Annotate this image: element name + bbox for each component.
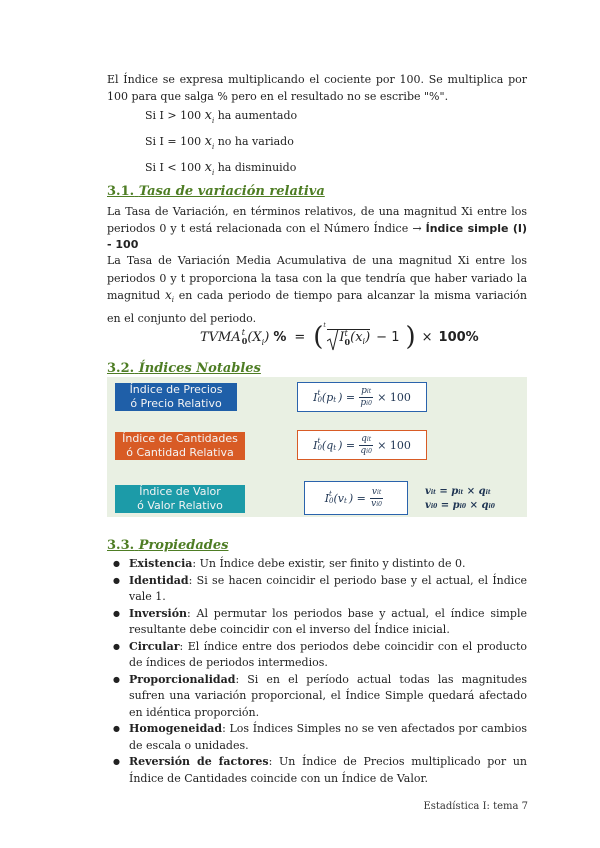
formula-sub: 0 bbox=[241, 336, 248, 346]
inner-sup: t bbox=[344, 328, 348, 338]
fn-close: ) = bbox=[348, 491, 366, 505]
fn-sup: t bbox=[329, 490, 332, 498]
properties-list bbox=[107, 556, 527, 787]
condition-decrease bbox=[145, 160, 296, 177]
num-sub: it bbox=[366, 387, 372, 395]
eq-op: × q bbox=[469, 500, 489, 511]
condition-sub: i bbox=[211, 117, 215, 125]
label-precios bbox=[115, 383, 237, 411]
property-term: Homogeneidad bbox=[129, 722, 223, 735]
formula-hundred: 100% bbox=[438, 329, 479, 345]
fn-arg-sub: t bbox=[344, 497, 347, 505]
value-equations bbox=[425, 485, 495, 513]
eq-op: × q bbox=[466, 486, 486, 497]
property-term: Identidad bbox=[129, 573, 189, 587]
eq-lhs-sub: it bbox=[430, 489, 436, 496]
section-heading-propiedades bbox=[107, 538, 228, 553]
formula-lhs: TVMA bbox=[200, 329, 241, 345]
eq-rhs: = p bbox=[439, 486, 459, 497]
condition-prefix: Si I = 100 bbox=[145, 135, 202, 148]
label-line1: Índice de Valor bbox=[139, 485, 221, 498]
eq-lhs: v bbox=[425, 500, 431, 511]
den-sub: i0 bbox=[366, 399, 372, 407]
formula-sup: t bbox=[241, 328, 245, 337]
intro-paragraph: El Índice se expresa multiplicando el cociente por 100. Se multiplica por 100 para que salga % pero en el resultado no se escribe "%". bbox=[107, 73, 527, 103]
property-term: Inversión bbox=[129, 606, 188, 620]
property-term: Reversión de factores bbox=[129, 755, 269, 768]
property-text: : Si en el período actual todas las magnitudes sufren una variación proporcional, el Índice Simple quedará afectado en idéntica proporción. bbox=[129, 672, 527, 719]
fn-arg: (v bbox=[333, 491, 345, 505]
label-line2: ó Valor Relativo bbox=[137, 499, 223, 512]
fn-sup: t bbox=[317, 437, 321, 445]
fn-sup: t bbox=[317, 389, 321, 397]
indices-notables-table bbox=[107, 377, 527, 517]
list-item bbox=[107, 606, 527, 639]
tasa-paragraph-2 bbox=[107, 252, 527, 327]
label-line2: ó Precio Relativo bbox=[130, 397, 222, 410]
property-text: : Al permutar los periodos base y actual, el índice simple resultante debe coincidir con el inverso del Índice inicial. bbox=[129, 606, 527, 636]
property-term: Circular bbox=[129, 639, 180, 653]
den-sub: i0 bbox=[366, 447, 372, 455]
formula-cantidades bbox=[297, 430, 427, 460]
fn: I bbox=[324, 491, 330, 505]
section-title: Índices Notables bbox=[138, 361, 261, 376]
fn-arg: (p bbox=[321, 390, 334, 404]
eq-rhs: = p bbox=[440, 500, 460, 511]
num-sub: it bbox=[376, 488, 382, 496]
num: q bbox=[361, 433, 367, 444]
fn: I bbox=[313, 390, 318, 404]
condition-text: no ha variado bbox=[217, 135, 294, 148]
den: v bbox=[371, 498, 377, 509]
num: v bbox=[371, 486, 377, 497]
property-term: Existencia bbox=[129, 557, 193, 570]
section-heading-tasa bbox=[107, 184, 325, 199]
sqrt-icon bbox=[327, 329, 339, 351]
eq-lhs-sub: i0 bbox=[430, 503, 438, 510]
property-text: : Los Índices Simples no se ven afectados por cambios de escala o unidades. bbox=[129, 722, 527, 752]
fn-arg: (q bbox=[321, 438, 334, 452]
num: p bbox=[361, 385, 367, 396]
inner-arg-close: ) bbox=[365, 330, 371, 345]
tvma-var-sub: i bbox=[171, 296, 174, 304]
formula-arg: (X bbox=[247, 329, 262, 345]
label-line1: Índice de Precios bbox=[129, 383, 223, 396]
condition-sub: i bbox=[211, 169, 215, 177]
list-item bbox=[107, 754, 527, 787]
list-item bbox=[107, 672, 527, 722]
section-number: 3.3. bbox=[107, 538, 135, 553]
list-item bbox=[107, 721, 527, 754]
property-text: : Si se hacen coincidir el periodo base y el actual, el Índice vale 1. bbox=[129, 573, 527, 603]
property-term: Proporcionalidad bbox=[129, 672, 236, 686]
num-sub: it bbox=[366, 435, 372, 443]
tvma-var: x bbox=[164, 288, 172, 302]
formula-percent: % bbox=[273, 329, 287, 345]
eq-lhs: v bbox=[425, 486, 431, 497]
label-cantidades bbox=[115, 432, 245, 460]
property-text: : El índice entre dos periodos debe coincidir con el producto de índices de periodos intermedios. bbox=[129, 639, 527, 669]
den: q bbox=[360, 445, 367, 456]
condition-prefix: Si I < 100 bbox=[145, 161, 202, 174]
fn-sub: 0 bbox=[317, 444, 322, 452]
condition-text: ha aumentado bbox=[217, 109, 298, 122]
condition-prefix: Si I > 100 bbox=[145, 109, 202, 122]
inner-sub: 0 bbox=[344, 336, 351, 347]
condition-var: x bbox=[204, 160, 212, 175]
tvma-text-end: en cada periodo de tiempo para alcanzar la misma variación en el conjunto del periodo. bbox=[107, 289, 528, 325]
label-valor bbox=[115, 485, 245, 513]
section-title: Propiedades bbox=[138, 538, 229, 553]
tasa-formula-bold: Índice simple (I) - 100 bbox=[107, 221, 528, 251]
den: p bbox=[360, 397, 367, 408]
condition-var: x bbox=[204, 134, 212, 149]
tasa-paragraph-1 bbox=[107, 204, 527, 254]
root-index: t bbox=[323, 321, 326, 329]
condition-text: ha disminuido bbox=[217, 161, 297, 174]
condition-increase bbox=[145, 108, 297, 125]
formula-arg-close: ) bbox=[264, 329, 270, 345]
value-eq-base bbox=[425, 499, 495, 513]
list-item bbox=[107, 556, 527, 573]
arrow-icon: → bbox=[412, 221, 422, 235]
list-item bbox=[107, 639, 527, 672]
fn: I bbox=[313, 438, 318, 452]
fn-arg-sub: t bbox=[333, 444, 337, 452]
section-title: Tasa de variación relativa bbox=[138, 184, 325, 199]
fn-arg-sub: t bbox=[333, 396, 337, 404]
times-hundred: × 100 bbox=[377, 438, 411, 452]
section-heading-indices bbox=[107, 361, 261, 376]
inner-arg: (x bbox=[350, 330, 363, 345]
property-text: : Un Índice de Precios multiplicado por un Índice de Cantidades coincide con un Índice de Valor. bbox=[129, 755, 527, 785]
condition-sub: i bbox=[211, 143, 215, 151]
condition-equal bbox=[145, 134, 294, 151]
eq-op-sub: it bbox=[485, 489, 491, 496]
label-line2: ó Cantidad Relativa bbox=[126, 446, 234, 459]
formula-arg-sub: i bbox=[261, 338, 265, 347]
tasa-text: La Tasa de Variación, en términos relativos, de una magnitud Xi entre los periodos 0 y t está relacionada con el Número Índice bbox=[107, 205, 527, 235]
list-item bbox=[107, 573, 527, 606]
label-line1: Índice de Cantidades bbox=[122, 432, 238, 445]
formula-times: × bbox=[421, 329, 433, 345]
condition-var: x bbox=[204, 108, 212, 123]
inner-arg-sub: i bbox=[362, 337, 366, 346]
fn-close: ) = bbox=[338, 438, 356, 452]
fn-sub: 0 bbox=[317, 396, 322, 404]
property-text: : Un Índice debe existir, ser finito y distinto de 0. bbox=[192, 557, 466, 570]
page-footer: Estadística I: tema 7 bbox=[423, 801, 528, 812]
fn-sub: 0 bbox=[329, 497, 334, 505]
root-inner: I bbox=[339, 330, 345, 345]
fn-close: ) = bbox=[338, 390, 356, 404]
eq-rhs-sub: it bbox=[458, 489, 464, 496]
formula-precios bbox=[297, 382, 427, 412]
root-sign bbox=[323, 321, 371, 347]
eq-rhs-sub: i0 bbox=[459, 503, 467, 510]
value-eq-current bbox=[425, 485, 495, 499]
tvma-formula: TVMA t 0 (X i ) % = ( t I t 0 (x i ) − 1 ) × 100% bbox=[200, 321, 479, 352]
tvma-text-start: La Tasa de Variación Media Acumulativa de una magnitud Xi entre los periodos 0 y t proporciona la tasa con la que tendría que haber variado la magnitud bbox=[107, 254, 527, 302]
formula-equals: = bbox=[294, 329, 306, 345]
times-hundred: × 100 bbox=[377, 390, 411, 404]
formula-minus-one: − 1 bbox=[376, 329, 400, 345]
eq-op-sub: i0 bbox=[488, 503, 495, 510]
section-number: 3.1. bbox=[107, 184, 135, 199]
section-number: 3.2. bbox=[107, 361, 135, 376]
den-sub: i0 bbox=[376, 500, 383, 508]
formula-valor bbox=[304, 481, 408, 515]
